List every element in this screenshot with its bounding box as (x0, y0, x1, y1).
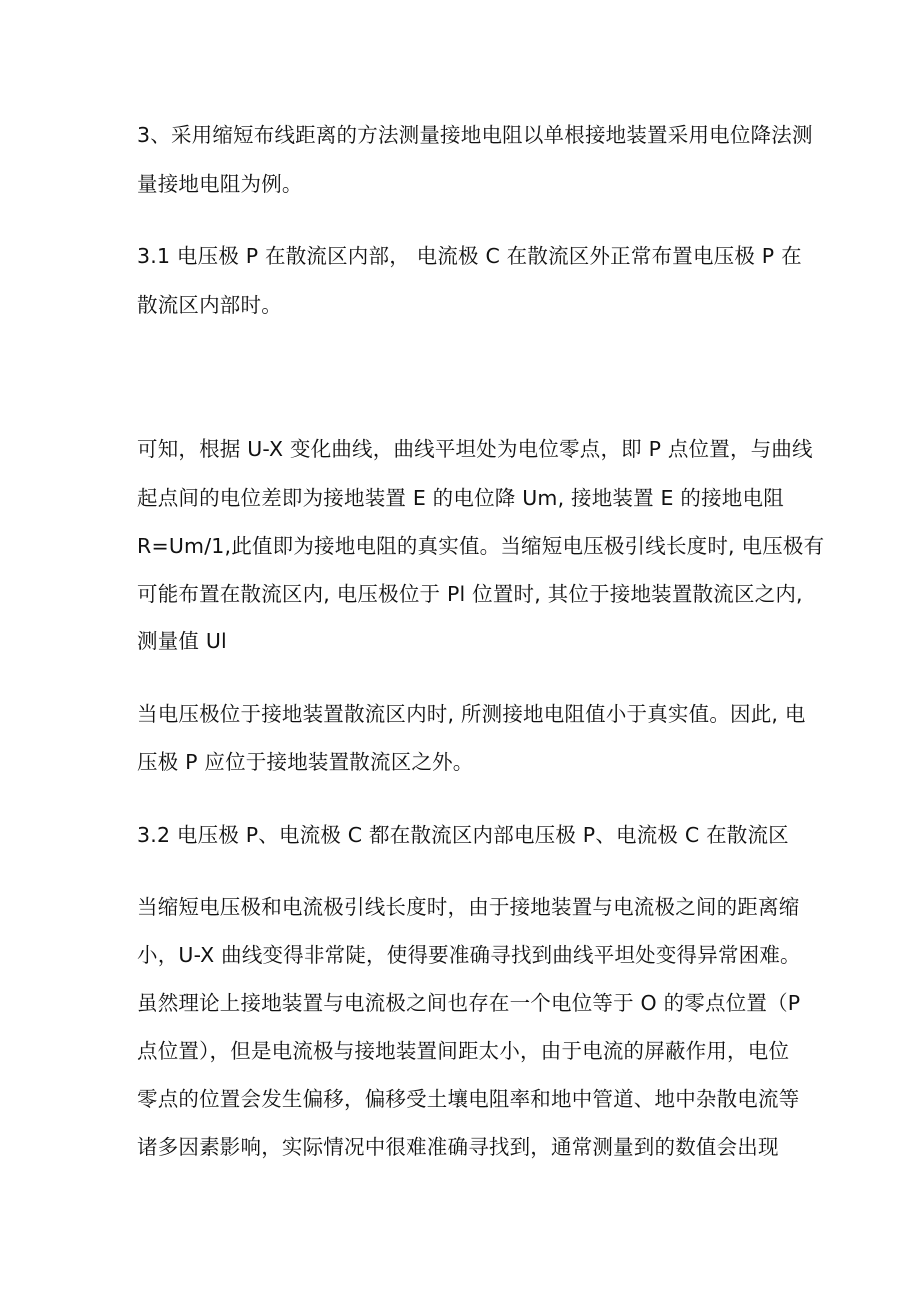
paragraph-3-line-2: 起点间的电位差即为接地装置 E 的电位降 Um, 接地装置 E 的接地电阻 (137, 486, 784, 510)
paragraph-3-line-5: 测量值 Ul (137, 629, 227, 653)
paragraph-4-line-2: 压极 P 应位于接地装置散流区之外。 (137, 750, 474, 774)
paragraph-2-line-1: 3.1 电压极 P 在散流区内部， 电流极 C 在散流区外正常布置电压极 P 在 (137, 244, 802, 268)
paragraph-6-line-2: 小，U-X 曲线变得非常陡，使得要准确寻找到曲线平坦处变得异常困难。 (137, 943, 801, 967)
paragraph-6-line-4: 点位置），但是电流极与接地装置间距太小，由于电流的屏蔽作用，电位 (137, 1039, 790, 1063)
paragraph-6-line-5: 零点的位置会发生偏移，偏移受土壤电阻率和地中管道、地中杂散电流等 (137, 1087, 800, 1111)
paragraph-5-line-1: 3.2 电压极 P、电流极 C 都在散流区内部电压极 P、电流极 C 在散流区 (137, 823, 789, 847)
paragraph-6-line-6: 诸多因素影响，实际情况中很难准确寻找到，通常测量到的数值会出现 (137, 1135, 779, 1159)
paragraph-3-line-3: R=Um/1,此值即为接地电阻的真实值。当缩短电压极引线长度时, 电压极有 (137, 534, 825, 558)
paragraph-3-line-1: 可知，根据 U-X 变化曲线，曲线平坦处为电位零点，即 P 点位置，与曲线 (137, 437, 813, 461)
paragraph-2-line-2: 散流区内部时。 (137, 293, 282, 317)
paragraph-4-line-1: 当电压极位于接地装置散流区内时, 所测接地电阻值小于真实值。因此, 电 (137, 702, 806, 726)
paragraph-3-line-4: 可能布置在散流区内, 电压极位于 Pl 位置时, 其位于接地装置散流区之内, (137, 582, 803, 606)
paragraph-6-line-1: 当缩短电压极和电流极引线长度时，由于接地装置与电流极之间的距离缩 (137, 895, 800, 919)
paragraph-1-line-2: 量接地电阻为例。 (137, 172, 303, 196)
paragraph-1-line-1: 3、采用缩短布线距离的方法测量接地电阻以单根接地装置采用电位降法测 (137, 123, 813, 147)
paragraph-6-line-3: 虽然理论上接地装置与电流极之间也存在一个电位等于 O 的零点位置（P (137, 991, 801, 1015)
